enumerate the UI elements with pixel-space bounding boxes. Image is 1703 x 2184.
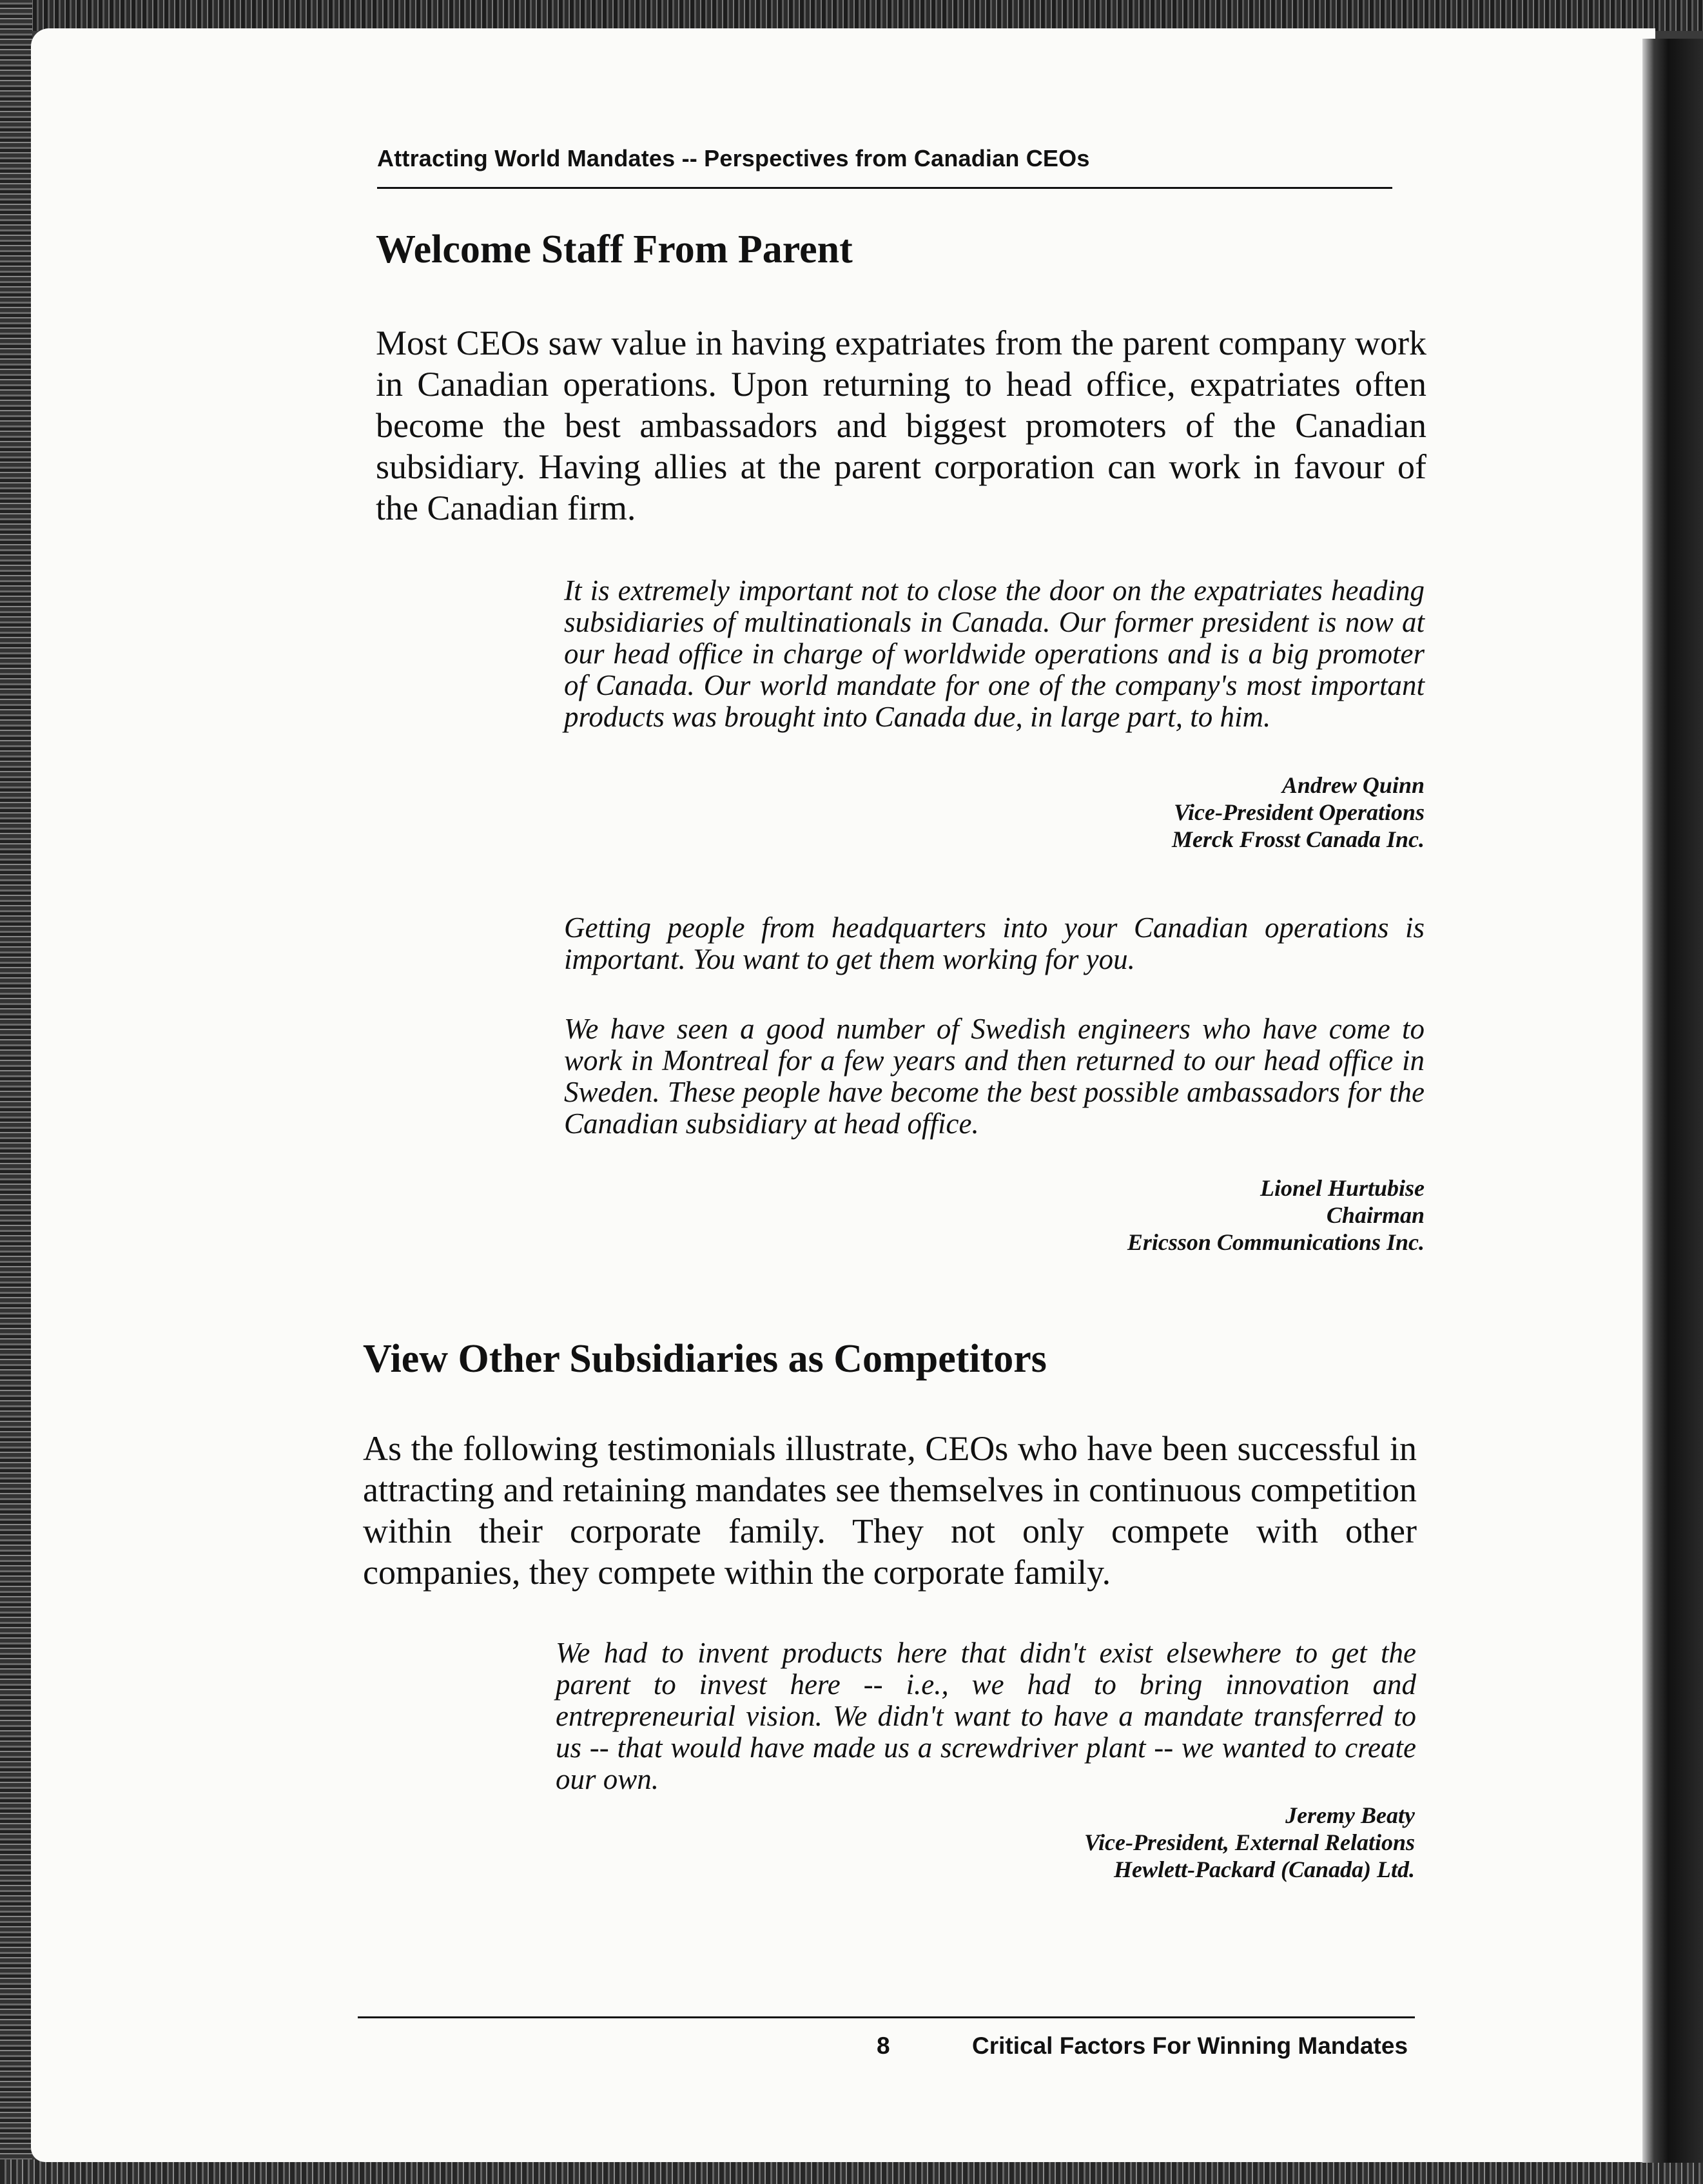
page-edge-shadow: [1642, 39, 1703, 2163]
footer-rule: [358, 2016, 1415, 2018]
attribution-name: Andrew Quinn: [1281, 772, 1425, 798]
scan-border-top: [0, 0, 1703, 31]
attribution-title: Vice-President, External Relations: [1084, 1829, 1415, 1855]
section-heading-welcome-staff: Welcome Staff From Parent: [376, 228, 853, 271]
quote-hurtubise-1: Getting people from headquarters into your Canadian operations is important. You want to get them working for you.: [564, 912, 1425, 975]
section-body-view-subsidiaries: As the following testimonials illustrate, CEOs who have been successful in attracting and retaining mandates see themselves in continuous competition within their corporate family. They not only compete with other companies, they compete within the corporate family.: [363, 1429, 1417, 1592]
attribution-company: Hewlett-Packard (Canada) Ltd.: [1114, 1857, 1415, 1882]
attribution-beaty: [954, 1802, 1415, 1883]
attribution-title: Chairman: [1326, 1202, 1425, 1228]
attribution-company: Merck Frosst Canada Inc.: [1171, 826, 1425, 852]
running-header: Attracting World Mandates -- Perspectives from Canadian CEOs: [377, 145, 1090, 171]
quote-hurtubise-2: We have seen a good number of Swedish engineers who have come to work in Montreal for a few years and then returned to our head office in Sweden. These people have become the best possible ambassadors for the Canadian subsidiary at head office.: [564, 1013, 1425, 1140]
header-rule: [377, 187, 1392, 189]
footer-title: Critical Factors For Winning Mandates: [972, 2033, 1408, 2059]
attribution-quinn: [967, 772, 1425, 853]
quote-beaty: We had to invent products here that didn't exist elsewhere to get the parent to invest here -- i.e., we had to bring innovation and entrepreneurial vision. We didn't want to have a mandate transferred to us -- that would have made us a screwdriver plant -- we wanted to create our own.: [556, 1637, 1416, 1795]
attribution-company: Ericsson Communications Inc.: [1127, 1229, 1425, 1255]
attribution-name: Lionel Hurtubise: [1260, 1175, 1425, 1201]
page-number: 8: [877, 2033, 890, 2059]
scan-border-left: [0, 0, 32, 2184]
attribution-title: Vice-President Operations: [1174, 799, 1425, 825]
quote-quinn: It is extremely important not to close the door on the expatriates heading subsidiaries of multinationals in Canada. Our former president is now at our head office in charge of worldwide operations and is a big promoter of Canada. Our world mandate for one of the company's most important products was brought into Canada due, in large part, to him.: [564, 574, 1425, 733]
attribution-name: Jeremy Beaty: [1285, 1802, 1415, 1828]
section-heading-view-subsidiaries: View Other Subsidiaries as Competitors: [363, 1337, 1047, 1381]
scan-border-bottom: [0, 2160, 1703, 2184]
section-body-welcome-staff: Most CEOs saw value in having expatriates from the parent company work in Canadian operations. Upon returning to head office, expatriates often become the best ambassadors and biggest promoters of the Canadian subsidiary. Having allies at the parent corporation can work in favour of the Canadian firm.: [376, 324, 1426, 527]
attribution-hurtubise: [967, 1175, 1425, 1256]
